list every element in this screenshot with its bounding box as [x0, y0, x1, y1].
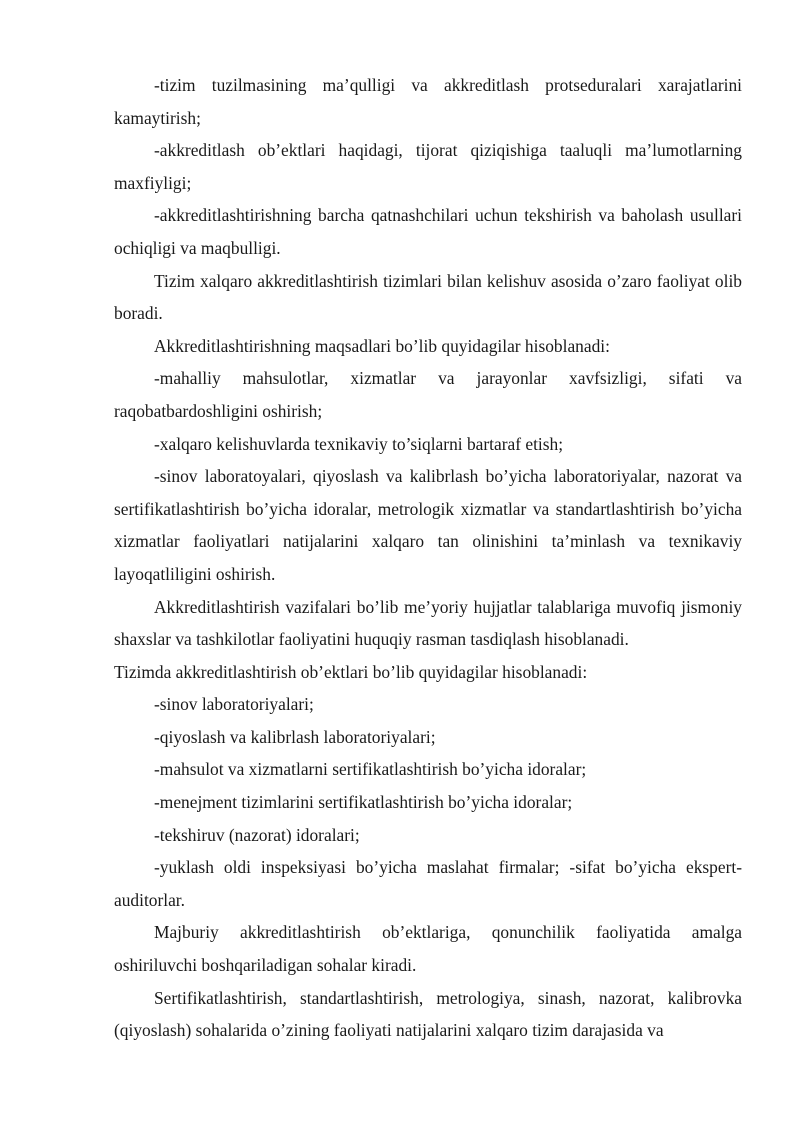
paragraph: -xalqaro kelishuvlarda texnikaviy to’siqlarni bartaraf etish; [154, 433, 564, 454]
list-item: -yuklash oldi inspeksiyasi bo’yicha maslahat firmalar; -sifat bo’yicha ekspert-auditorlar. [114, 857, 742, 910]
paragraph: Akkreditlashtirish vazifalari bo’lib me’yoriy hujjatlar talablariga muvofiq jismoniy shaxslar va tashkilotlar faoliyatini huquqiy rasman tasdiqlash hisoblanadi. [114, 596, 742, 650]
list-item: -sinov laboratoriyalari; [154, 694, 314, 715]
paragraph: Tizimda akkreditlashtirish ob’ektlari bo’lib quyidagilar hisoblanadi: [114, 661, 588, 682]
list-item: -qiyoslash va kalibrlash laboratoriyalari; [154, 726, 436, 747]
paragraph: -mahalliy mahsulotlar, xizmatlar va jarayonlar xavfsizligi, sifati va raqobatbardoshligini oshirish; [114, 368, 742, 421]
list-item: -mahsulot va xizmatlarni sertifikatlashtirish bo’yicha idoralar; [154, 759, 587, 780]
paragraph: -tizim tuzilmasining ma’qulligi va akkreditlash protseduralari xarajatlarini kamaytirish; [114, 75, 742, 128]
document-page [114, 69, 742, 1047]
paragraph: -sinov laboratoyalari, qiyoslash va kalibrlash bo’yicha laboratoriyalar, nazorat va sertifikatlashtirish bo’yicha idoralar, metrologik xizmatlar va standartlashtirish bo’yicha xizmatlar faoliyatlari natijalarini xalqaro tan olinishini ta’minlash va texnikaviy layoqatliligini oshirish. [114, 466, 742, 584]
paragraph: Majburiy akkreditlashtirish ob’ektlariga, qonunchilik faoliyatida amalga oshiriluvchi boshqariladigan sohalar kiradi. [114, 922, 742, 976]
paragraph: -akkreditlash ob’ektlari haqidagi, tijorat qiziqishiga taaluqli ma’lumotlarning maxfiyligi; [114, 140, 742, 193]
paragraph: Sertifikatlashtirish, standartlashtirish, metrologiya, sinash, nazorat, kalibrovka (qiyoslash) sohalarida o’zining faoliyati natijalarini xalqaro tizim darajasida va [114, 987, 742, 1041]
list-item: -menejment tizimlarini sertifikatlashtirish bo’yicha idoralar; [154, 792, 573, 813]
paragraph: Akkreditlashtirishning maqsadlari bo’lib quyidagilar hisoblanadi: [154, 335, 610, 356]
paragraph: Tizim xalqaro akkreditlashtirish tizimlari bilan kelishuv asosida o’zaro faoliyat olib boradi. [114, 270, 742, 324]
list-item: -tekshiruv (nazorat) idoralari; [154, 824, 360, 845]
paragraph: -akkreditlashtirishning barcha qatnashchilari uchun tekshirish va baholash usullari ochiqligi va maqbulligi. [114, 205, 742, 258]
